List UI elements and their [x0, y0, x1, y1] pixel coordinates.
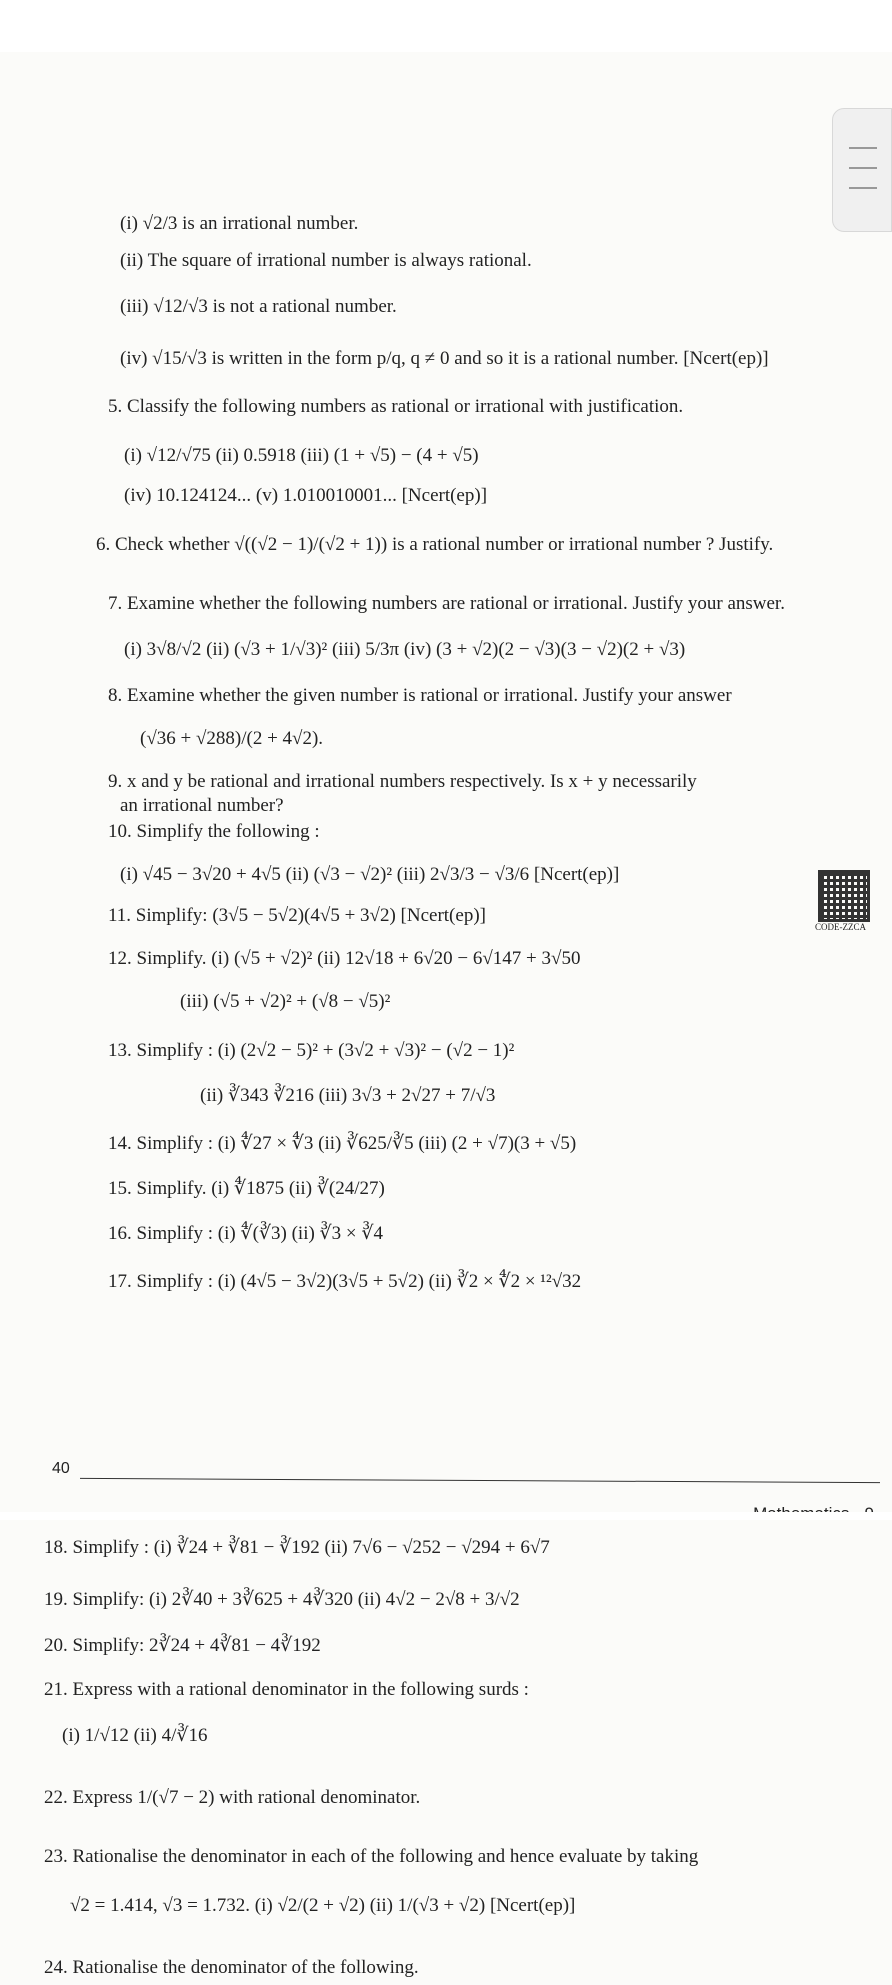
text-line: 10. Simplify the following :: [108, 821, 320, 842]
text-line: (iii) √12/√3 is not a rational number.: [120, 296, 397, 317]
text-line: 14. Simplify : (i) ∜27 × ∜3 (ii) ∛625/∛5 (iii) (2 + √7)(3 + √5): [108, 1133, 577, 1154]
text-line: 5. Classify the following numbers as rational or irrational with justification.: [108, 396, 684, 417]
text-line: (iv) √15/√3 is written in the form p/q, q ≠ 0 and so it is a rational number. [Ncert(ep)]: [120, 348, 769, 369]
text-line: 16. Simplify : (i) ∜(∛3) (ii) ∛3 × ∛4: [108, 1223, 383, 1244]
text-line: (iv) 10.124124... (v) 1.010010001... [Ncert(ep)]: [124, 485, 488, 506]
text-line: 22. Express 1/(√7 − 2) with rational denominator.: [44, 1787, 421, 1808]
text-line: (i) √45 − 3√20 + 4√5 (ii) (√3 − √2)² (iii) 2√3/3 − √3/6 [Ncert(ep)]: [120, 864, 620, 885]
text-line: an irrational number?: [120, 795, 284, 816]
text-line: 15. Simplify. (i) ∜1875 (ii) ∛(24/27): [108, 1178, 385, 1199]
menu-icon: [849, 167, 877, 169]
text-line: 18. Simplify : (i) ∛24 + ∛81 − ∛192 (ii) 7√6 − √252 − √294 + 6√7: [44, 1537, 550, 1558]
qr-code: [818, 870, 870, 922]
text-line: (√36 + √288)/(2 + 4√2).: [140, 728, 324, 749]
text-line: (ii) ∛343 ∛216 (iii) 3√3 + 2√27 + 7/√3: [200, 1085, 496, 1106]
menu-button[interactable]: [832, 108, 892, 232]
text-line: 11. Simplify: (3√5 − 5√2)(4√5 + 3√2) [Ncert(ep)]: [108, 905, 486, 926]
text-line: 12. Simplify. (i) (√5 + √2)² (ii) 12√18 + 6√20 − 6√147 + 3√50: [108, 948, 581, 969]
text-line: 13. Simplify : (i) (2√2 − 5)² + (3√2 + √3)² − (√2 − 1)²: [108, 1040, 515, 1061]
text-line: 19. Simplify: (i) 2∛40 + 3∛625 + 4∛320 (ii) 4√2 − 2√8 + 3/√2: [44, 1589, 520, 1610]
textbook-page-bottom: [0, 1520, 892, 1985]
text-line: 21. Express with a rational denominator in the following surds :: [44, 1679, 529, 1700]
text-line: 9. x and y be rational and irrational numbers respectively. Is x + y necessarily: [108, 771, 697, 792]
page-separator: [0, 1512, 892, 1520]
menu-icon: [849, 147, 877, 149]
text-line: 20. Simplify: 2∛24 + 4∛81 − 4∛192: [44, 1635, 321, 1656]
text-line: √2 = 1.414, √3 = 1.732. (i) √2/(2 + √2) (ii) 1/(√3 + √2) [Ncert(ep)]: [70, 1895, 576, 1916]
text-line: (i) 3√8/√2 (ii) (√3 + 1/√3)² (iii) 5/3π (iv) (3 + √2)(2 − √3)(3 − √2)(2 + √3): [124, 639, 686, 660]
text-line: (i) 1/√12 (ii) 4/∛16: [62, 1725, 208, 1746]
text-line: 24. Rationalise the denominator of the following.: [44, 1957, 419, 1978]
text-line: 7. Examine whether the following numbers are rational or irrational. Justify your answer.: [108, 593, 785, 614]
text-line: 17. Simplify : (i) (4√5 − 3√2)(3√5 + 5√2) (ii) ∛2 × ∜2 × ¹²√32: [108, 1271, 582, 1292]
text-line: (i) √2/3 is an irrational number.: [120, 213, 359, 234]
footer-rule: [80, 1478, 880, 1483]
qr-code-label: CODE-ZZCA: [815, 922, 866, 932]
menu-icon: [849, 187, 877, 189]
text-line: (ii) The square of irrational number is always rational.: [120, 250, 532, 271]
text-line: 23. Rationalise the denominator in each of the following and hence evaluate by taking: [44, 1846, 699, 1867]
text-line: 6. Check whether √((√2 − 1)/(√2 + 1)) is a rational number or irrational number ? Justify.: [96, 534, 774, 555]
page-number: 40: [52, 1460, 70, 1477]
text-line: 8. Examine whether the given number is rational or irrational. Justify your answer: [108, 685, 732, 706]
text-line: (iii) (√5 + √2)² + (√8 − √5)²: [180, 991, 391, 1012]
text-line: (i) √12/√75 (ii) 0.5918 (iii) (1 + √5) − (4 + √5): [124, 445, 479, 466]
textbook-page-top: [0, 52, 892, 1512]
